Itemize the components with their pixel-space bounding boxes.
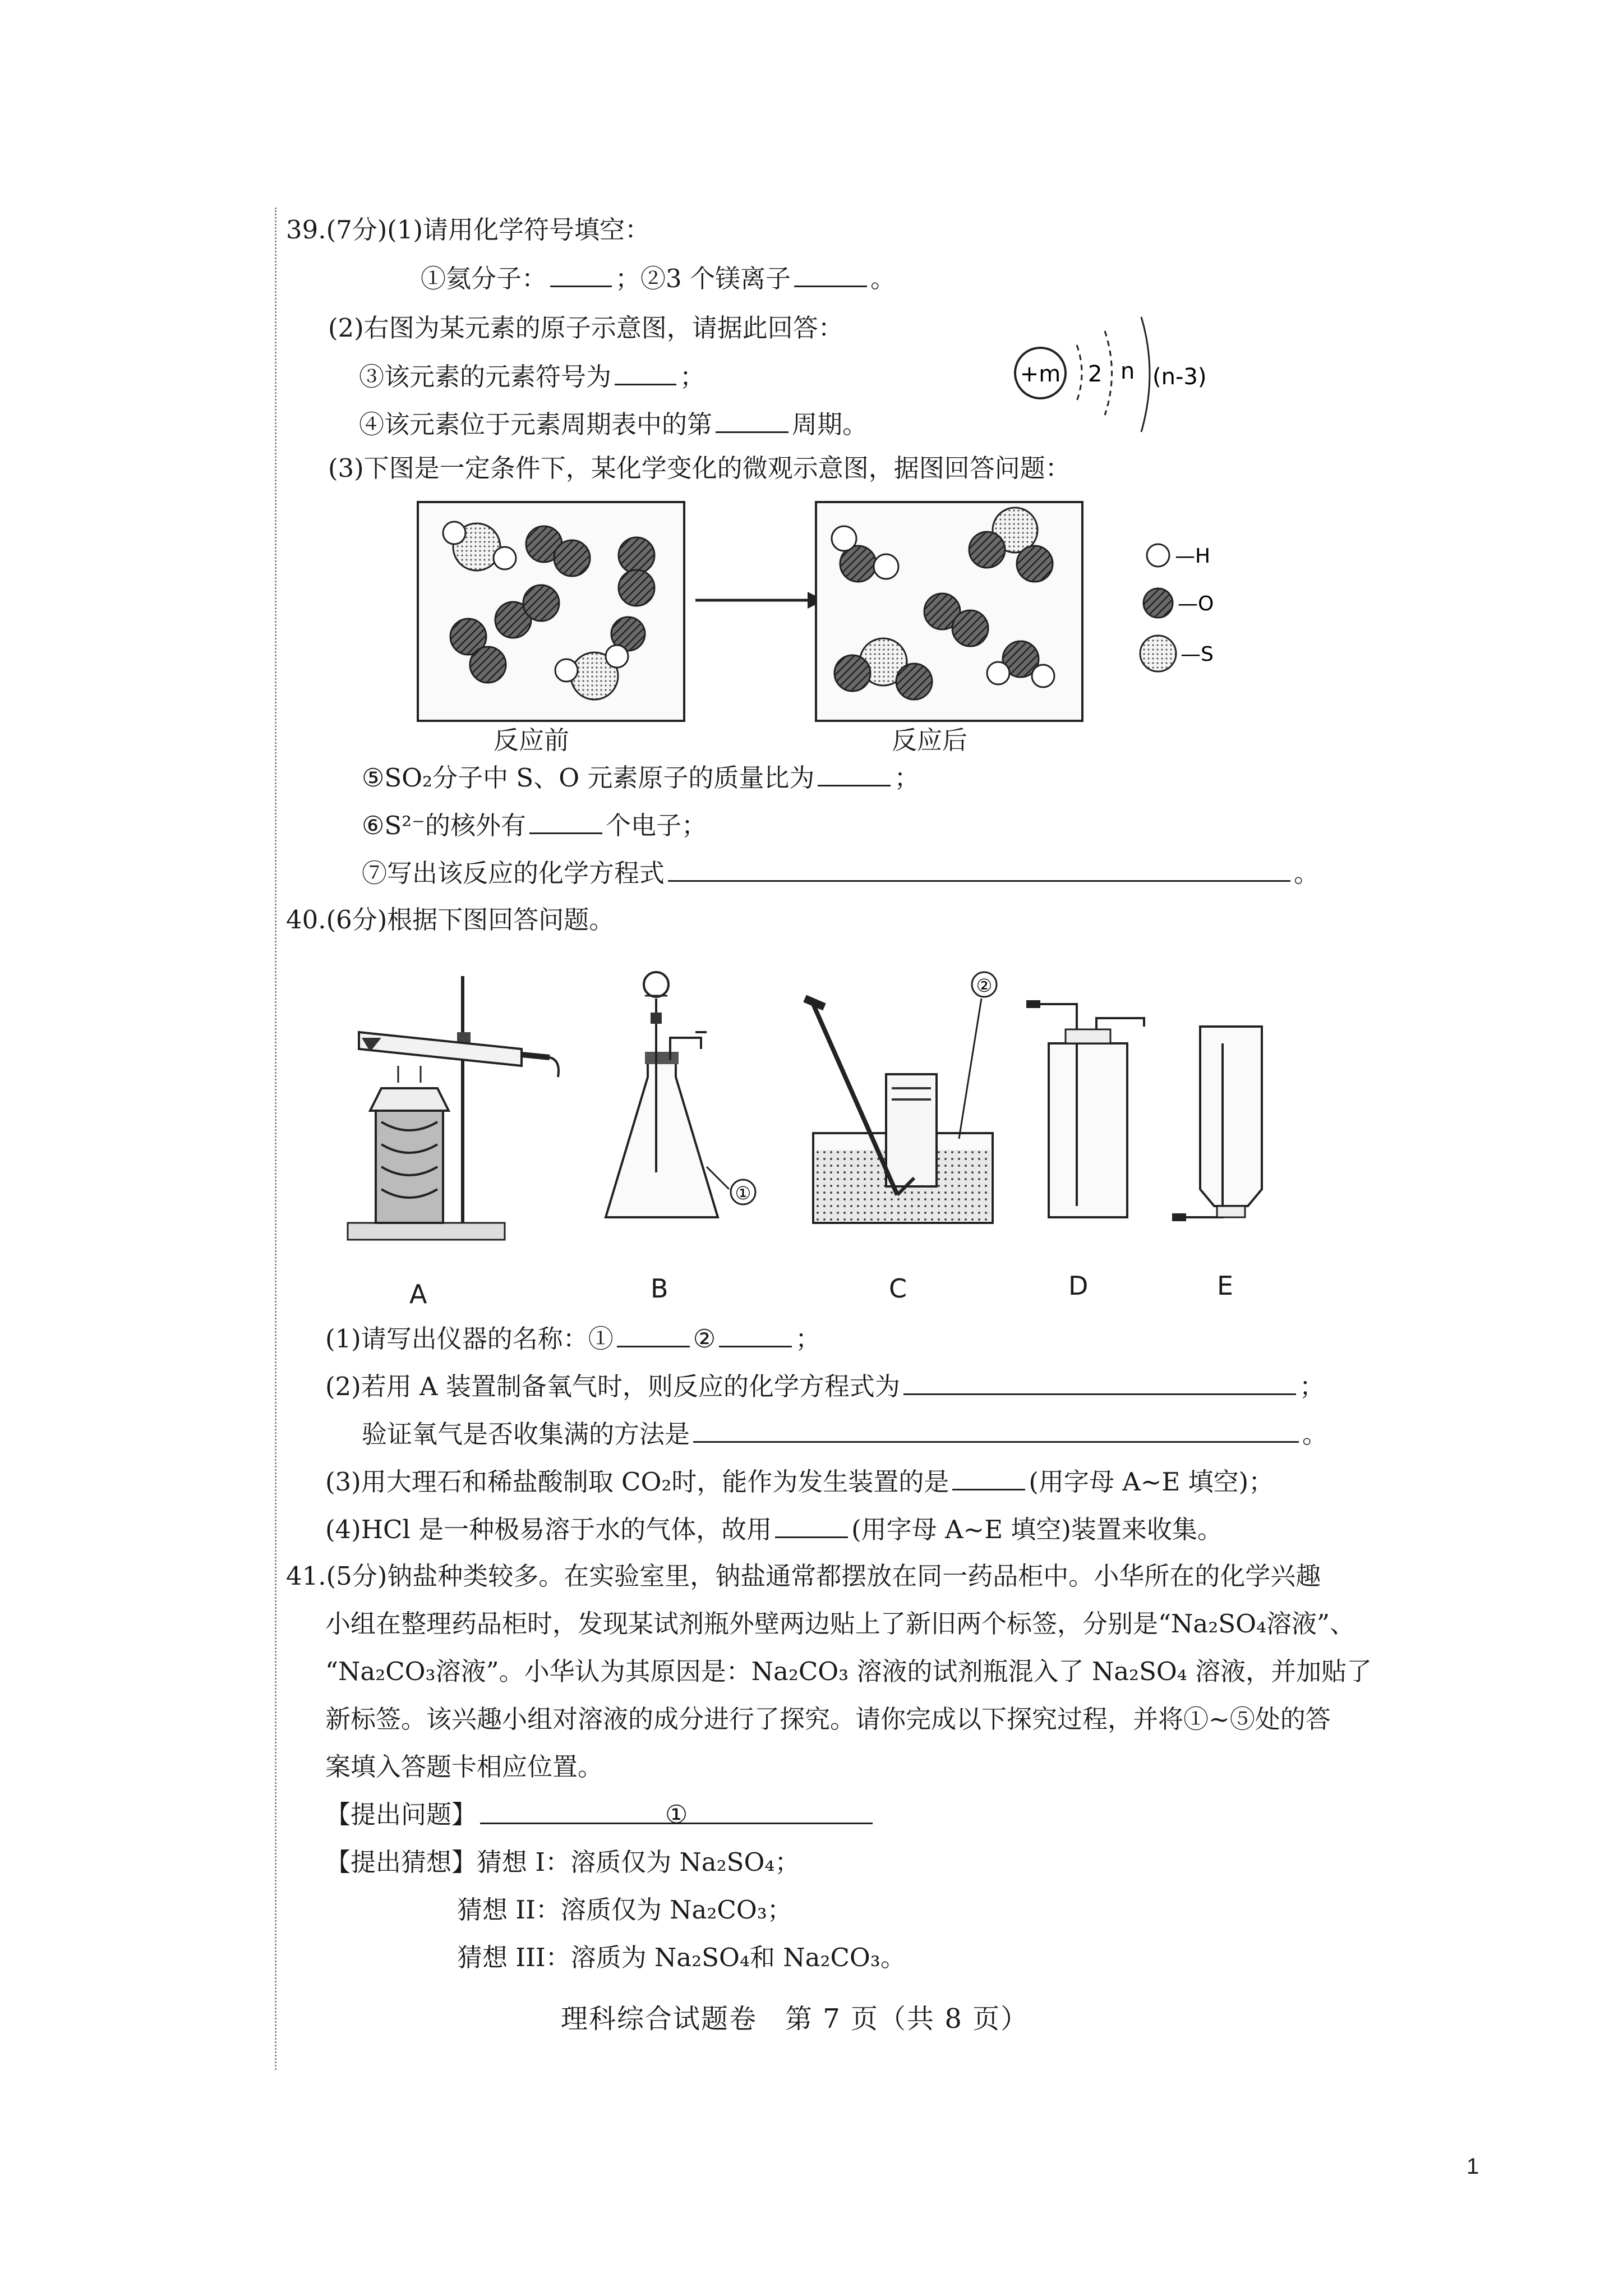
apparatus-e xyxy=(1172,1027,1262,1217)
before-label: 反应前 xyxy=(494,725,570,755)
answer-blank-equation[interactable] xyxy=(668,855,1290,882)
legend-o: —O xyxy=(1178,592,1214,615)
shell-2-electrons: n xyxy=(1121,358,1135,384)
shell-1-electrons: 2 xyxy=(1088,361,1103,387)
q39-part1: ①氦分子： ；②3 个镁离子 。 xyxy=(421,261,896,296)
apparatus-diagram xyxy=(336,954,1324,1268)
answer-blank-verify-method[interactable] xyxy=(693,1416,1299,1443)
q41-line-4: 新标签。该兴趣小组对溶液的成分进行了探究。请你完成以下探究过程，并将①~⑤处的答 xyxy=(325,1704,1331,1734)
q40-sub2: (2)若用 A 装置制备氧气时，则反应的化学方程式为 ； xyxy=(325,1369,1325,1404)
q41-hypothesis-2: 猜想 II：溶质仅为 Na₂CO₃； xyxy=(457,1895,792,1925)
q39-part3: ③该元素的元素符号为 ； xyxy=(359,359,705,394)
answer-blank-instrument-2[interactable] xyxy=(719,1321,792,1347)
answer-blank-generator[interactable] xyxy=(952,1464,1025,1490)
reaction-micro-diagram xyxy=(415,499,1239,752)
q41-hypothesis-1: 【提出猜想】猜想 I：溶质仅为 Na₂SO₄； xyxy=(325,1847,800,1877)
nucleus-charge: +m xyxy=(1020,361,1061,387)
apparatus-label-d: D xyxy=(1068,1271,1089,1301)
q41-line-3: “Na₂CO₃溶液”。小华认为其原因是：Na₂CO₃ 溶液的试剂瓶混入了 Na₂SO₄ 溶液，并加贴了 xyxy=(325,1657,1372,1686)
answer-blank-mass-ratio[interactable] xyxy=(818,760,891,786)
q39-sub2: (2)右图为某元素的原子示意图，请据此回答： xyxy=(328,313,843,343)
q39-p2-label: ；②3 个镁离子 xyxy=(615,264,791,293)
apparatus-b xyxy=(606,972,755,1217)
atom-structure-diagram xyxy=(1004,306,1217,440)
q39-part4: ④该元素位于元素周期表中的第 周期。 xyxy=(359,407,868,441)
apparatus-label-c: C xyxy=(889,1273,907,1304)
after-reaction-box xyxy=(816,502,1082,721)
answer-blank-period[interactable] xyxy=(716,407,789,433)
reaction-arrow xyxy=(695,592,824,609)
atom-legend xyxy=(1140,544,1214,671)
q40-sub1: (1)请写出仪器的名称：① ② ； xyxy=(325,1321,820,1356)
before-reaction-box xyxy=(418,502,684,721)
apparatus-label-a: A xyxy=(409,1279,427,1309)
q39-header: 39.(7分)(1)请用化学符号填空： xyxy=(286,215,651,245)
q39-part6: ⑥S²⁻的核外有 个电子； xyxy=(362,808,707,843)
answer-blank-electrons[interactable] xyxy=(529,808,602,834)
margin-binding-rule xyxy=(275,208,276,2070)
q39-part5: ⑤SO₂分子中 S、O 元素原子的质量比为 ； xyxy=(362,760,919,795)
marker-1: ① xyxy=(735,1182,751,1204)
apparatus-label-e: E xyxy=(1217,1271,1234,1301)
q41-line-2: 小组在整理药品柜时，发现某试剂瓶外壁两边贴上了新旧两个标签，分别是“Na₂SO₄溶液”、 xyxy=(325,1609,1355,1639)
apparatus-label-b: B xyxy=(651,1273,668,1304)
q41-hypothesis-3: 猜想 III：溶质为 Na₂SO₄和 Na₂CO₃。 xyxy=(457,1943,906,1972)
answer-blank-question[interactable]: ① xyxy=(480,1798,873,1824)
apparatus-c xyxy=(805,972,997,1223)
answer-blank-helium[interactable] xyxy=(550,261,612,287)
legend-s: —S xyxy=(1181,643,1214,666)
q41-ask-question: 【提出问题】 ① xyxy=(325,1798,876,1832)
answer-blank-oxygen-equation[interactable] xyxy=(903,1369,1296,1395)
apparatus-d xyxy=(1026,1004,1144,1217)
page-footer: 理科综合试题卷 第 7 页（共 8 页） xyxy=(561,2003,1029,2035)
q40-sub3: (3)用大理石和稀盐酸制取 CO₂时，能作为发生装置的是 (用字母 A~E 填空)； xyxy=(325,1464,1274,1499)
answer-blank-mg-ions[interactable] xyxy=(794,261,867,287)
answer-blank-instrument-1[interactable] xyxy=(617,1321,690,1347)
q41-line-1: 41.(5分)钠盐种类较多。在实验室里，钠盐通常都摆放在同一药品柜中。小华所在的化学兴趣 xyxy=(286,1561,1321,1591)
page-number: 1 xyxy=(1467,2154,1479,2179)
q39-part7: ⑦写出该反应的化学方程式 。 xyxy=(362,855,1319,890)
after-label: 反应后 xyxy=(892,725,968,755)
shell-3-electrons: (n-3) xyxy=(1152,364,1207,390)
q39-sub3: (3)下图是一定条件下，某化学变化的微观示意图，据图回答问题： xyxy=(328,453,1071,483)
q40-sub2b: 验证氧气是否收集满的方法是 。 xyxy=(362,1416,1327,1451)
q40-sub4: (4)HCl 是一种极易溶于水的气体，故用 (用字母 A~E 填空)装置来收集。 xyxy=(325,1512,1223,1547)
answer-blank-collector[interactable] xyxy=(775,1512,848,1538)
apparatus-a xyxy=(348,976,559,1240)
q39-p1-label: ①氦分子： xyxy=(421,264,547,293)
q41-line-5: 案填入答题卡相应位置。 xyxy=(325,1752,603,1782)
marker-2: ② xyxy=(976,975,993,996)
answer-blank-symbol[interactable] xyxy=(615,359,676,385)
legend-h: —H xyxy=(1175,545,1211,568)
q40-header: 40.(6分)根据下图回答问题。 xyxy=(286,905,615,935)
